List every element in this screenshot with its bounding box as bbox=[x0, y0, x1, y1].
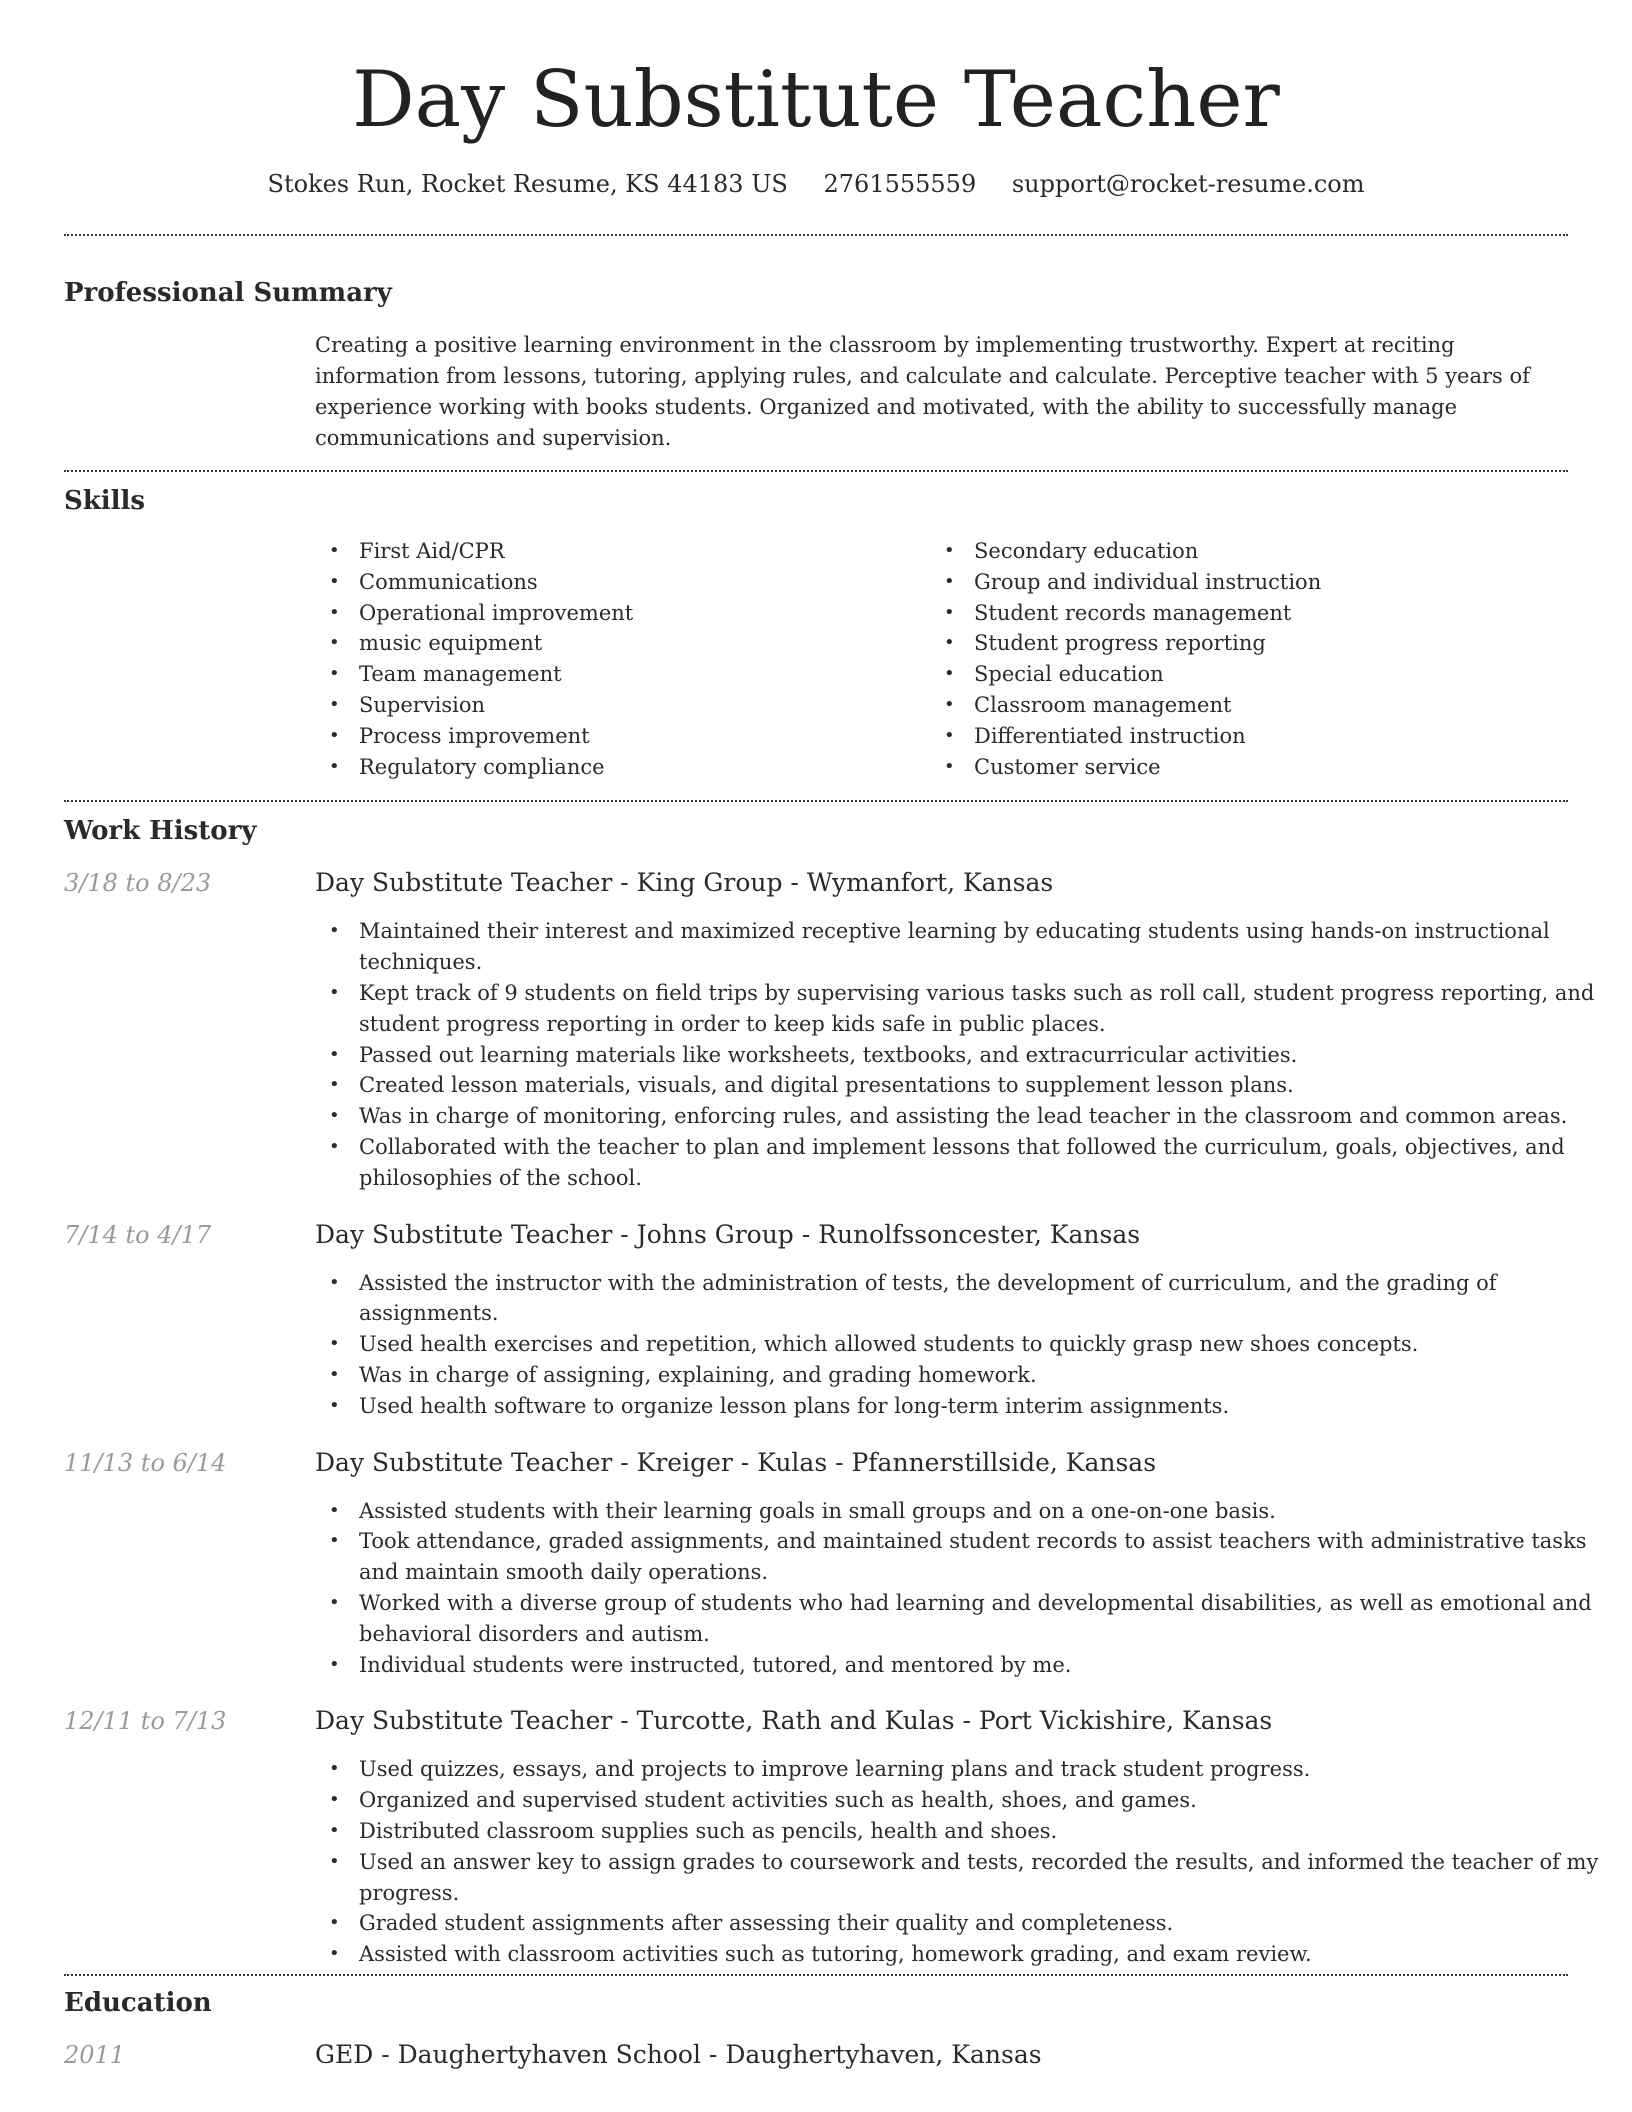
resume-name: Day Substitute Teacher bbox=[352, 55, 1280, 145]
contact-address: Stokes Run, Rocket Resume, KS 44183 US bbox=[267, 170, 788, 198]
section-divider bbox=[64, 234, 1568, 236]
job-bullet: • Collaborated with the teacher to plan and implement lessons that followed the curriculum, goals, objectives, and philosophies of the school. bbox=[315, 1132, 1615, 1194]
job-bullet: • Used health software to organize lesson plans for long-term interim assignments. bbox=[315, 1391, 1615, 1422]
job-date: 12/11 to 7/13 bbox=[64, 1707, 227, 1736]
job-bullets bbox=[315, 1268, 1615, 1422]
section-divider bbox=[64, 1974, 1568, 1976]
job-date: 11/13 to 6/14 bbox=[64, 1448, 227, 1477]
job-bullet: • Distributed classroom supplies such as pencils, health and shoes. bbox=[315, 1816, 1615, 1847]
section-divider bbox=[64, 470, 1568, 472]
job-bullet: • Took attendance, graded assignments, and maintained student records to assist teachers with administrative tasks and maintain smooth daily operations. bbox=[315, 1526, 1615, 1588]
skill-item: • Team management bbox=[315, 659, 930, 690]
summary-heading: Professional Summary bbox=[64, 278, 392, 308]
skill-item: • Student records management bbox=[930, 598, 1545, 629]
job-bullet: • Graded student assignments after assessing their quality and completeness. bbox=[315, 1908, 1615, 1939]
job-bullet: • Organized and supervised student activities such as health, shoes, and games. bbox=[315, 1785, 1615, 1816]
job-entry bbox=[64, 866, 1595, 1193]
contact-phone: 2761555559 bbox=[823, 170, 977, 198]
job-bullet: • Was in charge of assigning, explaining, and grading homework. bbox=[315, 1360, 1615, 1391]
job-bullet: • Passed out learning materials like worksheets, textbooks, and extracurricular activities. bbox=[315, 1040, 1615, 1071]
job-bullet: • Used an answer key to assign grades to coursework and tests, recorded the results, and informed the teacher of my progress. bbox=[315, 1847, 1615, 1909]
skill-item: • music equipment bbox=[315, 628, 930, 659]
job-bullets bbox=[315, 1754, 1615, 1970]
job-bullet: • Used quizzes, essays, and projects to improve learning plans and track student progress. bbox=[315, 1754, 1615, 1785]
job-bullet: • Assisted with classroom activities such as tutoring, homework grading, and exam review. bbox=[315, 1939, 1615, 1970]
education-title: GED - Daughertyhaven School - Daughertyhaven, Kansas bbox=[315, 2039, 1042, 2069]
skill-item: • Student progress reporting bbox=[930, 628, 1545, 659]
summary-text: Creating a positive learning environment in the classroom by implementing trustworthy. Expert at reciting information from lessons, tutoring, applying rules, and calculate and calculate. Perceptive teacher with 5 years of experience working with books students. Organized and motivated, with the ability to successfully manage communications and supervision. bbox=[315, 333, 1530, 450]
education-entry bbox=[64, 2038, 1568, 2072]
work-history-list bbox=[64, 866, 1599, 1970]
job-title: Day Substitute Teacher - Johns Group - Runolfssoncester, Kansas bbox=[315, 1219, 1141, 1249]
job-bullet: • Assisted the instructor with the administration of tests, the development of curriculum, and the grading of assignments. bbox=[315, 1268, 1615, 1330]
skill-item: • First Aid/CPR bbox=[315, 536, 930, 567]
job-bullet: • Assisted students with their learning goals in small groups and on a one-on-one basis. bbox=[315, 1496, 1615, 1527]
job-title: Day Substitute Teacher - King Group - Wymanfort, Kansas bbox=[315, 868, 1054, 898]
skill-item: • Special education bbox=[930, 659, 1545, 690]
job-bullet: • Was in charge of monitoring, enforcing rules, and assisting the lead teacher in the classroom and common areas. bbox=[315, 1101, 1615, 1132]
skill-item: • Regulatory compliance bbox=[315, 752, 930, 783]
skill-item: • Communications bbox=[315, 567, 930, 598]
skill-item: • Secondary education bbox=[930, 536, 1545, 567]
job-bullet: • Kept track of 9 students on field trips by supervising various tasks such as roll call, student progress reporting, and student progress reporting in order to keep kids safe in public places. bbox=[315, 978, 1615, 1040]
job-date: 7/14 to 4/17 bbox=[64, 1220, 212, 1249]
job-title: Day Substitute Teacher - Turcotte, Rath and Kulas - Port Vickishire, Kansas bbox=[315, 1706, 1273, 1736]
job-bullets bbox=[315, 1496, 1615, 1681]
skill-item: • Operational improvement bbox=[315, 598, 930, 629]
education-date: 2011 bbox=[64, 2040, 126, 2069]
skill-item: • Supervision bbox=[315, 690, 930, 721]
job-entry bbox=[64, 1218, 1568, 1422]
job-title: Day Substitute Teacher - Kreiger - Kulas - Pfannerstillside, Kansas bbox=[315, 1447, 1157, 1477]
skills-heading: Skills bbox=[64, 486, 146, 516]
job-body bbox=[315, 1446, 1615, 1681]
job-body bbox=[315, 1704, 1615, 1970]
job-bullet: • Used health exercises and repetition, which allowed students to quickly grasp new shoes concepts. bbox=[315, 1329, 1615, 1360]
job-bullet: • Created lesson materials, visuals, and digital presentations to supplement lesson plans. bbox=[315, 1070, 1615, 1101]
skill-item: • Differentiated instruction bbox=[930, 721, 1545, 752]
skills-list bbox=[315, 536, 1568, 782]
job-bullet: • Maintained their interest and maximized receptive learning by educating students using hands-on instructional techniques. bbox=[315, 916, 1615, 978]
work-history-heading: Work History bbox=[64, 816, 257, 847]
job-bullet: • Individual students were instructed, tutored, and mentored by me. bbox=[315, 1650, 1615, 1681]
skill-item: • Process improvement bbox=[315, 721, 930, 752]
job-date: 3/18 to 8/23 bbox=[64, 869, 212, 898]
section-divider bbox=[64, 800, 1568, 802]
skill-item: • Customer service bbox=[930, 752, 1545, 783]
skill-item: • Classroom management bbox=[930, 690, 1545, 721]
contact-email: support@rocket-resume.com bbox=[1011, 170, 1365, 198]
job-entry bbox=[64, 1446, 1592, 1681]
skills-column-left bbox=[315, 536, 930, 782]
job-body bbox=[315, 1218, 1615, 1422]
skills-column-right bbox=[930, 536, 1545, 782]
job-entry bbox=[64, 1704, 1599, 1970]
job-bullet: • Worked with a diverse group of students who had learning and developmental disabilities, as well as emotional and behavioral disorders and autism. bbox=[315, 1588, 1615, 1650]
job-bullets bbox=[315, 916, 1615, 1193]
job-body bbox=[315, 866, 1615, 1193]
education-heading: Education bbox=[64, 1987, 212, 2018]
contact-line bbox=[64, 168, 1568, 200]
skill-item: • Group and individual instruction bbox=[930, 567, 1545, 598]
